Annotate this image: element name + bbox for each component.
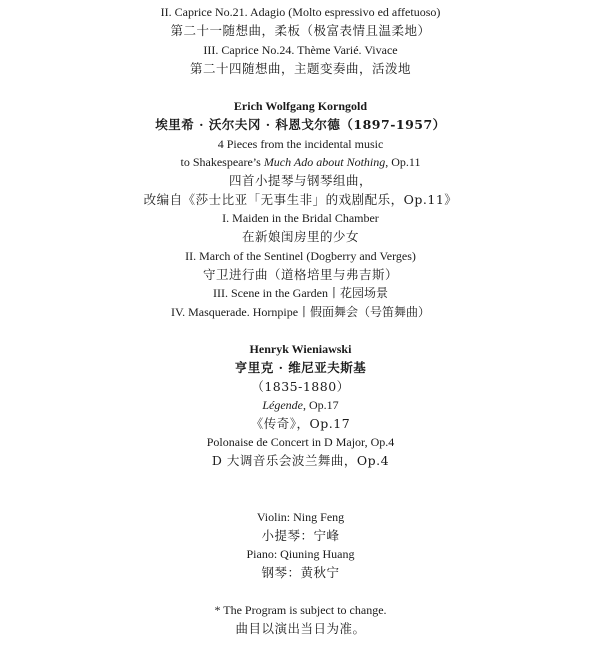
korngold-name-zh: 埃里希 · 沃尔夫冈 · 科恩戈尔德（1897-1957） xyxy=(155,117,446,132)
korngold-movement-3: III. Scene in the Garden丨花园场景 xyxy=(213,286,388,300)
legende-title-italic: Légende xyxy=(262,398,303,412)
korngold-work-title: Much Ado about Nothing xyxy=(263,155,386,169)
korngold-work-line-2 xyxy=(0,153,601,171)
caprice-24-title-zh: 第二十四随想曲，主题变奏曲，活泼地 xyxy=(189,61,411,76)
korngold-movement-4: IV. Masquerade. Hornpipe丨假面舞会（号笛舞曲） xyxy=(170,305,431,319)
korngold-movement-1: I. Maiden in the Bridal Chamber xyxy=(222,211,379,225)
pianist-zh: 钢琴：黄秋宁 xyxy=(261,565,340,580)
korngold-movement-2-zh: 守卫进行曲（道格培里与弗吉斯） xyxy=(202,267,398,282)
violinist: Violin: Ning Feng xyxy=(256,510,345,524)
legende-title xyxy=(0,396,601,414)
program-change-notice: * The Program is subject to change. xyxy=(214,603,387,617)
korngold-name: Erich Wolfgang Korngold xyxy=(233,99,368,113)
caprice-24-title: III. Caprice No.24. Thème Varié. Vivace xyxy=(203,43,398,57)
polonaise-title: Polonaise de Concert in D Major, Op.4 xyxy=(206,435,395,449)
korngold-work-zh-2: 改编自《莎士比亚「无事生非」的戏剧配乐，Op.11》 xyxy=(143,192,458,207)
legende-title-zh: 《传奇》，Op.17 xyxy=(250,416,351,431)
korngold-work-line-2-pre: to Shakespeare’s xyxy=(180,155,264,169)
wieniawski-name: Henryk Wieniawski xyxy=(249,342,352,356)
pianist: Piano: Qiuning Huang xyxy=(246,547,355,561)
korngold-movement-2: II. March of the Sentinel (Dogberry and Verges) xyxy=(185,249,416,263)
violinist-zh: 小提琴：宁峰 xyxy=(261,528,340,543)
korngold-work-line-1: 4 Pieces from the incidental music xyxy=(217,137,384,151)
caprice-21-title-zh: 第二十一随想曲，柔板（极富表情且温柔地） xyxy=(170,23,431,38)
polonaise-title-zh: D 大调音乐会波兰舞曲，Op.4 xyxy=(211,453,390,468)
korngold-work-zh-1: 四首小提琴与钢琴组曲， xyxy=(228,173,372,188)
wieniawski-name-zh: 亨里克 · 维尼亚夫斯基 xyxy=(234,360,367,375)
caprice-21-title: II. Caprice No.21. Adagio (Molto espressivo ed affetuoso) xyxy=(160,5,441,19)
korngold-movement-1-zh: 在新娘闺房里的少女 xyxy=(241,229,359,244)
korngold-work-line-2-post: , Op.11 xyxy=(385,155,421,169)
legende-opus: , Op.17 xyxy=(302,398,339,412)
wieniawski-years: （1835-1880） xyxy=(251,379,350,394)
program-change-notice-zh: 曲目以演出当日为准。 xyxy=(235,621,366,636)
